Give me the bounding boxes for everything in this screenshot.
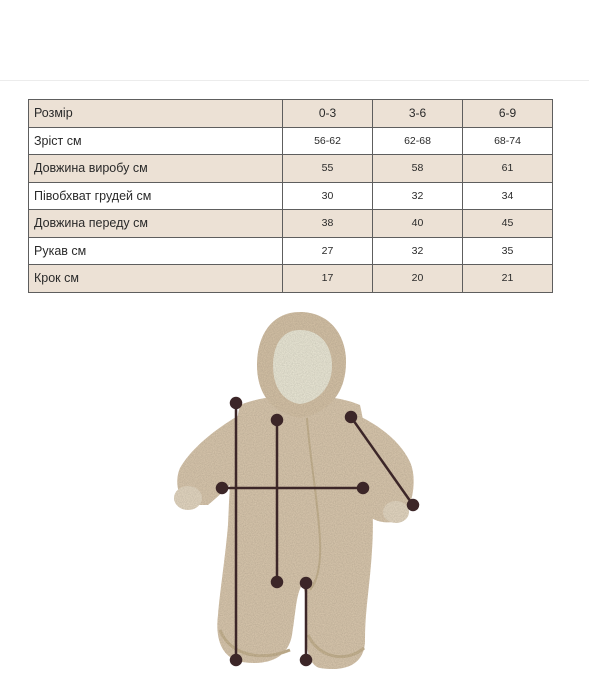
table-cell: 61: [463, 155, 553, 183]
table-cell: 21: [463, 265, 553, 293]
table-cell: 38: [283, 210, 373, 238]
measure-point: [408, 500, 418, 510]
measure-point: [272, 415, 282, 425]
snowsuit-body: [174, 312, 414, 669]
table-cell: 40: [373, 210, 463, 238]
table-cell: 30: [283, 182, 373, 210]
measure-point: [217, 483, 227, 493]
header-size-3-6: 3-6: [373, 100, 463, 128]
table-cell: 68-74: [463, 127, 553, 155]
measure-point: [231, 398, 241, 408]
table-row: [29, 265, 553, 293]
measure-point: [272, 577, 282, 587]
table-cell: 58: [373, 155, 463, 183]
row-label: Крок см: [29, 265, 283, 293]
table-header-row: [29, 100, 553, 128]
table-cell: 45: [463, 210, 553, 238]
snowsuit-measurement-illustration: [160, 300, 440, 690]
measure-point: [231, 655, 241, 665]
measure-point: [301, 578, 311, 588]
header-size-6-9: 6-9: [463, 100, 553, 128]
row-label: Зріст см: [29, 127, 283, 155]
row-label: Довжина переду см: [29, 210, 283, 238]
table-cell: 35: [463, 237, 553, 265]
table-row: [29, 182, 553, 210]
table-cell: 62-68: [373, 127, 463, 155]
row-label: Довжина виробу см: [29, 155, 283, 183]
table-cell: 27: [283, 237, 373, 265]
table-cell: 34: [463, 182, 553, 210]
size-chart-table: [28, 99, 553, 293]
row-label: Півобхват грудей см: [29, 182, 283, 210]
top-divider: [0, 80, 589, 81]
row-label: Рукав см: [29, 237, 283, 265]
table-row: [29, 237, 553, 265]
table-row: [29, 155, 553, 183]
table-cell: 56-62: [283, 127, 373, 155]
table-cell: 17: [283, 265, 373, 293]
measure-point: [358, 483, 368, 493]
table-cell: 32: [373, 182, 463, 210]
table-cell: 32: [373, 237, 463, 265]
measure-point: [346, 412, 356, 422]
measure-point: [301, 655, 311, 665]
header-size-label: Розмір: [29, 100, 283, 128]
table-cell: 55: [283, 155, 373, 183]
header-size-0-3: 0-3: [283, 100, 373, 128]
table-cell: 20: [373, 265, 463, 293]
table-row: [29, 127, 553, 155]
table-row: [29, 210, 553, 238]
